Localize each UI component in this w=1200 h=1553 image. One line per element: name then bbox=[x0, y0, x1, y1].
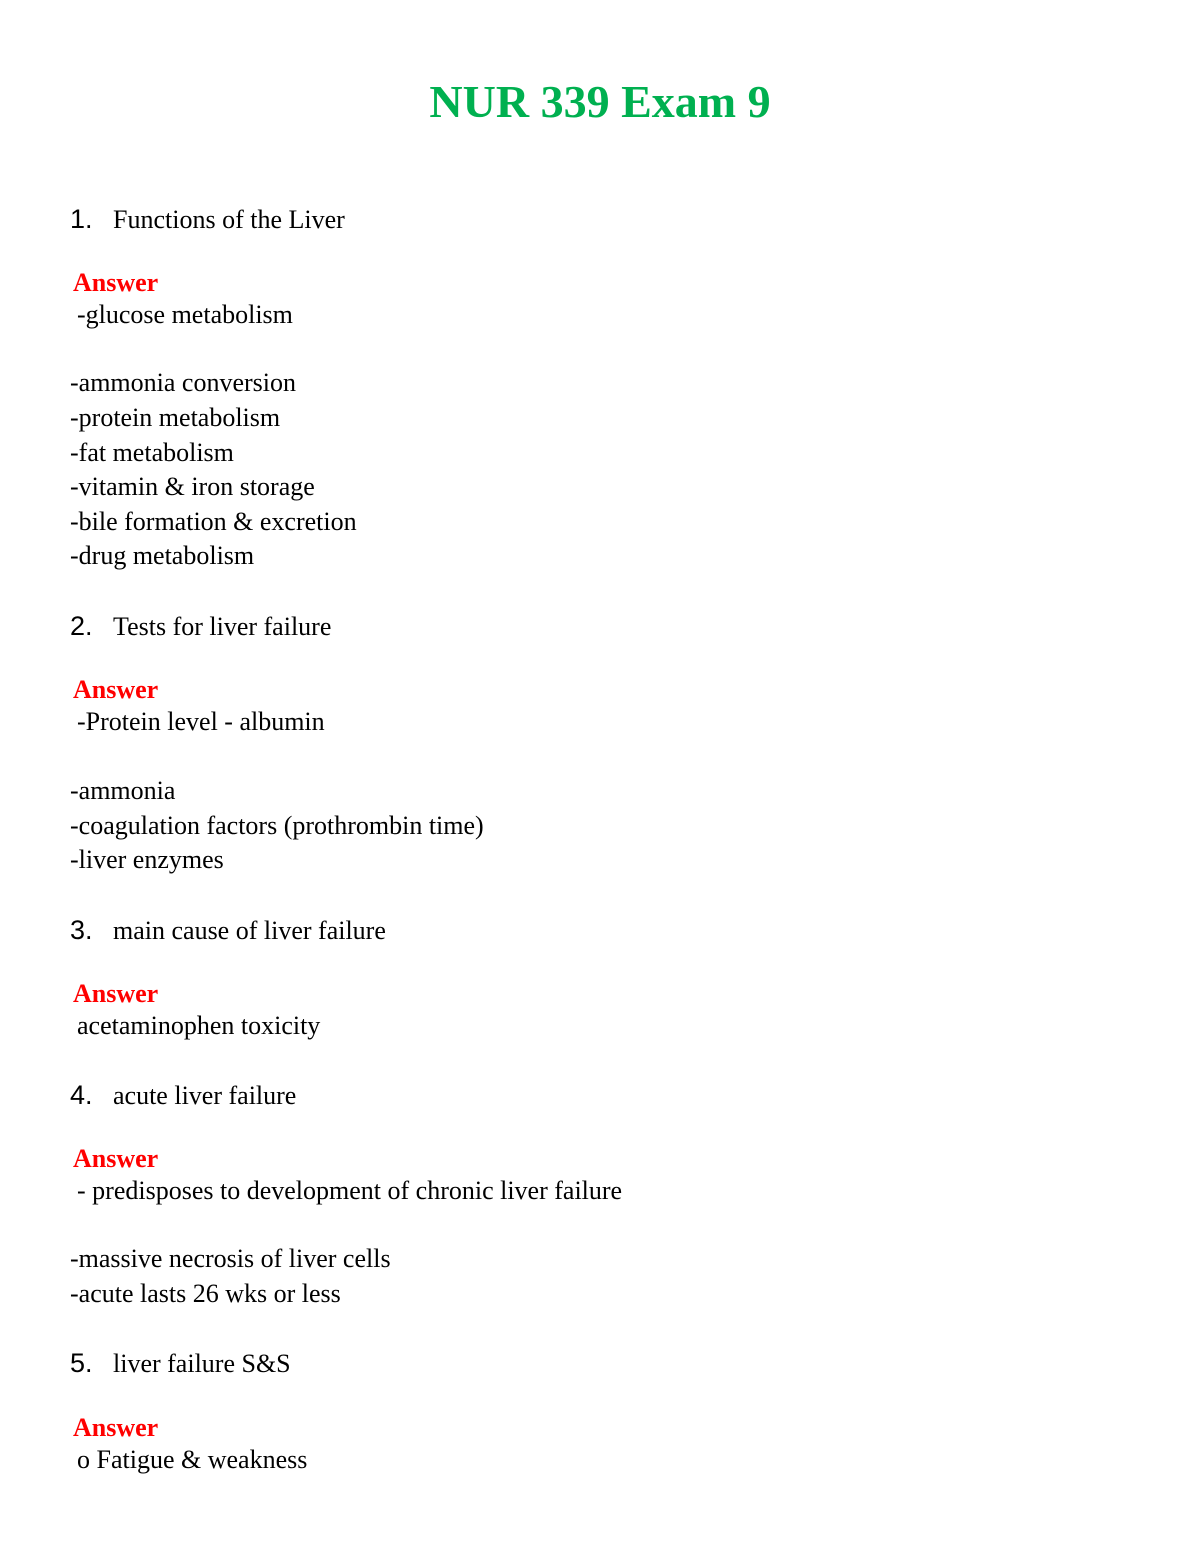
question-5 bbox=[70, 1347, 291, 1380]
answer-line: - predisposes to development of chronic liver failure bbox=[77, 1176, 623, 1205]
question-text: acute liver failure bbox=[113, 1081, 297, 1110]
question-number: 5. bbox=[70, 1348, 93, 1378]
answer-label: Answer bbox=[73, 979, 159, 1008]
answer-label: Answer bbox=[73, 1413, 159, 1442]
question-1 bbox=[70, 203, 345, 236]
answer-line: -glucose metabolism bbox=[77, 300, 293, 329]
question-3 bbox=[70, 914, 386, 947]
question-text: Tests for liver failure bbox=[113, 612, 332, 641]
answer-line: -Protein level - albumin bbox=[77, 707, 325, 736]
answer-line: -bile formation & excretion bbox=[70, 507, 357, 536]
answer-line: -ammonia conversion bbox=[70, 368, 296, 397]
question-text: main cause of liver failure bbox=[113, 916, 386, 945]
question-text: liver failure S&S bbox=[113, 1349, 291, 1378]
answer-line: acetaminophen toxicity bbox=[77, 1011, 321, 1040]
answer-line: -protein metabolism bbox=[70, 403, 281, 432]
answer-line: -fat metabolism bbox=[70, 438, 234, 467]
question-number: 1. bbox=[70, 204, 93, 234]
question-2 bbox=[70, 610, 331, 643]
question-number: 3. bbox=[70, 915, 93, 945]
answer-line: o Fatigue & weakness bbox=[77, 1445, 308, 1474]
answer-line: -acute lasts 26 wks or less bbox=[70, 1279, 341, 1308]
answer-line: -massive necrosis of liver cells bbox=[70, 1244, 391, 1273]
answer-label: Answer bbox=[73, 675, 159, 704]
question-number: 4. bbox=[70, 1080, 93, 1110]
answer-line: -vitamin & iron storage bbox=[70, 472, 315, 501]
answer-label: Answer bbox=[73, 268, 159, 297]
answer-line: -drug metabolism bbox=[70, 541, 255, 570]
question-text: Functions of the Liver bbox=[113, 205, 345, 234]
question-number: 2. bbox=[70, 611, 93, 641]
answer-line: -coagulation factors (prothrombin time) bbox=[70, 811, 484, 840]
answer-line: -liver enzymes bbox=[70, 845, 224, 874]
question-4 bbox=[70, 1079, 296, 1112]
answer-line: -ammonia bbox=[70, 776, 176, 805]
page-title: NUR 339 Exam 9 bbox=[429, 76, 771, 127]
answer-label: Answer bbox=[73, 1144, 159, 1173]
